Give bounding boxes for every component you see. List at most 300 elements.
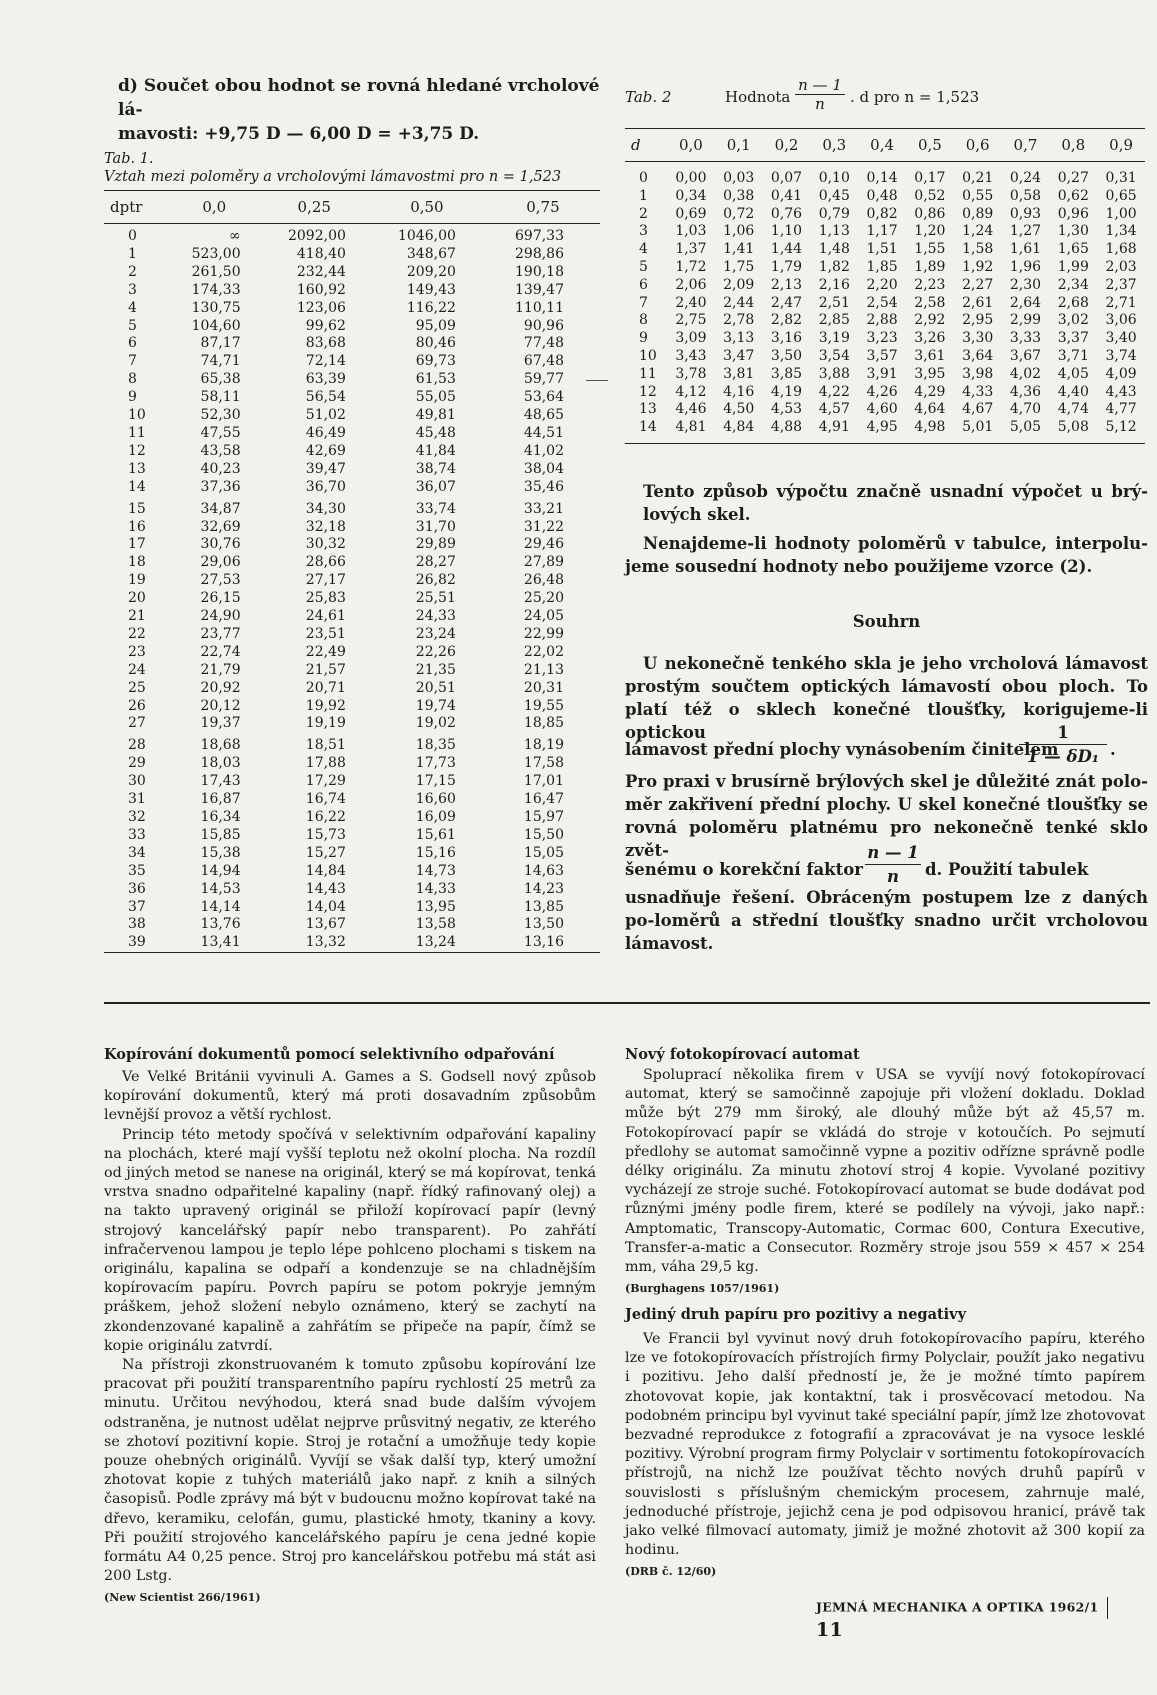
table1-row (104, 791, 600, 809)
table1-row (104, 863, 600, 881)
table1-cell: 34,87 (200, 500, 241, 517)
table2-cell: 2,95 (962, 312, 994, 329)
table1-cell: 27,53 (200, 572, 241, 589)
table2-cell: 0,58 (1009, 187, 1042, 204)
table2-caption (625, 76, 1145, 124)
table2-cell: 1,68 (1105, 241, 1137, 258)
table1-cell: 0 (128, 228, 137, 244)
souhrn-text-1: U nekonečně tenkého skla je jeho vrcholová lámavost prostým součtem optických lámavostí obou ploch. To platí též o sklech konečné tloušťky, korigujeme-li optickou (625, 654, 1148, 742)
table2-header-6: 0,5 (906, 129, 954, 162)
table2-header-4: 0,3 (810, 129, 858, 162)
page-footer (816, 1597, 1116, 1641)
table2-cell: 1,51 (866, 241, 898, 258)
table1-cell: 697,33 (515, 228, 564, 244)
table2-cell: 1,61 (1009, 241, 1042, 258)
table2-cell: 0,96 (1057, 205, 1089, 222)
table1-cell: 14,73 (415, 862, 456, 879)
table1-row (104, 899, 600, 917)
table2-cell: 1,65 (1057, 241, 1089, 258)
table2-cell: 2,27 (962, 276, 994, 293)
table1-row (104, 934, 600, 952)
table1-cell: 25,20 (523, 590, 564, 607)
table1-cell: 59,77 (523, 371, 564, 388)
table2-cell: 3,02 (1057, 312, 1089, 329)
table2-cell: 0,45 (818, 187, 850, 204)
table1-cell: 29,46 (523, 536, 564, 553)
table1-cell: 56,54 (305, 389, 346, 406)
table1-cell: 33,21 (523, 500, 564, 517)
table1-cell: 13,16 (486, 934, 600, 952)
table2-cell: 5,05 (1002, 419, 1050, 443)
table2-cell: 2,34 (1057, 276, 1089, 293)
table1-header-2: 0,25 (261, 191, 368, 224)
table2-cell: 3,23 (866, 330, 898, 347)
section-divider (104, 1002, 1150, 1004)
table1-cell: 20,92 (200, 679, 241, 696)
table1-cell: 29,06 (200, 554, 241, 571)
table2-cell: 3,88 (818, 365, 850, 382)
table2-row (625, 188, 1145, 206)
table2-cell: 3,13 (723, 330, 755, 347)
table1-cell: 61,53 (415, 371, 456, 388)
table2-cell: 1,27 (1009, 223, 1042, 240)
table1-header-4: 0,75 (486, 191, 600, 224)
table1-row (104, 715, 600, 733)
table2-cell: 0,24 (1009, 170, 1042, 186)
table2-cell: 2,58 (914, 294, 946, 311)
table2-row (625, 366, 1145, 384)
table1-cell: 16,87 (200, 791, 241, 808)
table2-cell: 2,99 (1009, 312, 1042, 329)
table2-cell: 2,75 (675, 312, 707, 329)
table1-cell: 36 (128, 880, 146, 897)
table2-cell: 6 (639, 276, 648, 293)
article-automat-title: Nový fotokopírovací automat (625, 1046, 860, 1063)
table1-cell: 17,01 (523, 773, 564, 790)
table2-header-5: 0,4 (858, 129, 906, 162)
table1-row (104, 809, 600, 827)
table2-cell: 0,48 (866, 187, 898, 204)
table2-cell: 1,30 (1057, 223, 1089, 240)
table2-cell: 4,64 (914, 401, 946, 418)
table1-cell: 15,38 (200, 844, 241, 861)
table2-header-10: 0,9 (1097, 129, 1145, 162)
table2-cell: 13 (639, 401, 657, 418)
table1-row (104, 755, 600, 773)
table1-cell: 6 (128, 335, 137, 352)
table1-cell: 17 (128, 536, 146, 553)
table1-cell: 45,48 (415, 424, 456, 441)
table1-title: Vztah mezi poloměry a vrcholovými lámavostmi pro n = 1,523 (104, 169, 562, 185)
table1-cell: 298,86 (515, 245, 564, 262)
souhrn-formula-line (625, 722, 1148, 770)
table2-cell: 1,99 (1057, 258, 1089, 275)
table1-cell: 34 (128, 844, 146, 861)
table1-cell: 130,75 (191, 299, 241, 316)
table2-cell: 1,85 (866, 258, 898, 275)
table1-cell: 18,35 (415, 737, 456, 754)
table2-cell: 7 (639, 294, 648, 311)
table2-cell: 0,41 (770, 187, 803, 204)
table2-cell: 2,85 (818, 312, 850, 329)
table2-cell: 4,95 (858, 419, 906, 443)
table1-cell: 31,70 (415, 518, 456, 535)
table2-cell: 4,46 (675, 401, 707, 418)
table2-cell: 2,16 (818, 276, 850, 293)
table1-cell: 2092,00 (287, 228, 346, 244)
table1-cell: 16,22 (305, 809, 346, 825)
table1-cell: 35 (128, 862, 146, 879)
table2-cell: 5,01 (954, 419, 1002, 443)
table1-cell: 160,92 (296, 281, 346, 298)
table2-cell: 8 (639, 312, 648, 329)
table1-cell: 14,04 (305, 898, 346, 915)
table1-cell: 19,37 (200, 715, 241, 732)
table1-cell: 232,44 (296, 263, 346, 280)
souhrn-heading: Souhrn (852, 612, 921, 631)
paragraph-nenajdeme: Nenajdeme-li hodnoty poloměrů v tabulce, interpolu-jeme sousední hodnoty nebo použijeme vzorce (2). (625, 534, 1148, 576)
table1-cell: 99,62 (305, 317, 346, 334)
table2-cell: 3,06 (1105, 312, 1137, 329)
table1-cell: 13,24 (368, 934, 486, 952)
table2-cell: 11 (639, 365, 657, 382)
table2-cell: 1,03 (675, 223, 707, 240)
table2-cell: 4,84 (715, 419, 763, 443)
table1-cell: 41,02 (523, 442, 564, 459)
table2-cell: 0,52 (914, 187, 946, 204)
table2-cell: 3,30 (962, 330, 994, 347)
table2-cell: 0,76 (770, 205, 803, 222)
table1-cell: 13,50 (523, 916, 564, 933)
table1-cell: 418,40 (296, 245, 346, 262)
table2-fraction (795, 76, 845, 113)
table2-header-9: 0,8 (1049, 129, 1097, 162)
table1-cell: 80,46 (415, 335, 456, 352)
table1-cell: 20,51 (415, 679, 456, 696)
table2-cell: 14 (625, 419, 667, 443)
table1-cell: 15,85 (200, 826, 241, 843)
table2-header-row (625, 129, 1145, 162)
table1-cell: 30 (128, 773, 146, 790)
table2-cell: 2,20 (866, 276, 898, 293)
table1-cell: 22,02 (523, 643, 564, 660)
intro-line-1: d) Součet obou hodnot se rovná hledané vrcholové lá- (118, 76, 600, 120)
table1-row (104, 881, 600, 899)
table2-cell: 2,82 (770, 312, 803, 329)
table1-cell: 18 (128, 554, 146, 571)
table1-row (104, 389, 600, 407)
table1-cell: 44,51 (523, 424, 564, 441)
table1-cell: 9 (128, 389, 137, 406)
footer-separator (1107, 1597, 1109, 1619)
table1-row (104, 644, 600, 662)
table2-cell: 5,12 (1097, 419, 1145, 443)
article-papir-source: (DRB č. 12/60) (625, 1565, 717, 1579)
table1-cell: 25,51 (415, 590, 456, 607)
table1-cell: 20,31 (523, 679, 564, 696)
table2-cell: 3,40 (1105, 330, 1137, 347)
table2-cell: 4,43 (1105, 383, 1137, 400)
margin-mark (586, 380, 608, 381)
table1-cell: ∞ (228, 228, 241, 244)
table1-cell: 22,99 (523, 625, 564, 642)
article-kopirovani-source: (New Scientist 266/1961) (104, 1591, 261, 1605)
table2-cell: 10 (639, 347, 657, 364)
table1-cell: 65,38 (200, 371, 241, 388)
table1-cell: 24,61 (305, 608, 346, 625)
table2-cell: 1,34 (1105, 223, 1137, 240)
table1-row (104, 479, 600, 497)
table1-cell: 22,49 (305, 643, 346, 660)
table1-cell: 15,27 (305, 844, 346, 861)
table2-cell: 3,16 (770, 330, 803, 347)
table2-row (625, 259, 1145, 277)
table2-cell: 4,70 (1009, 401, 1042, 418)
table1-cell: 27,89 (523, 554, 564, 571)
souhrn-fraction-2 (865, 842, 921, 889)
table1-row (104, 916, 600, 934)
souhrn-fraction-1 (1019, 722, 1107, 769)
table2-cell: 1,17 (866, 223, 898, 240)
table1-cell: 15,73 (305, 826, 346, 843)
table2-cell: 3,78 (675, 365, 707, 382)
table1-cell: 21,57 (305, 661, 346, 678)
table1-cell: 24,33 (415, 608, 456, 625)
table2-cell: 4,05 (1057, 365, 1089, 382)
intro-paragraph (118, 74, 608, 146)
table2-cell: 3,26 (914, 330, 946, 347)
table1-cell: 90,96 (523, 317, 564, 334)
table1-cell: 19,19 (305, 715, 346, 732)
table2-cell: 4,16 (723, 383, 755, 400)
table1-row (104, 282, 600, 300)
table2-cell: 1,13 (818, 223, 850, 240)
table1-cell: 49,81 (415, 407, 456, 424)
table2-cell: 0 (639, 170, 648, 186)
table1-cell: 14,23 (523, 880, 564, 897)
table1-caption (104, 150, 604, 186)
souhrn-text-4a: šenému o korekční faktor (625, 860, 863, 879)
table2-cell: 4,12 (675, 383, 707, 400)
table2-cell: 5 (639, 258, 648, 275)
table1-cell: 12 (128, 442, 146, 459)
table1-cell: 123,06 (296, 299, 346, 316)
table1-cell: 17,88 (305, 755, 346, 772)
table1-cell: 14,53 (200, 880, 241, 897)
table2-cell: 4,19 (770, 383, 803, 400)
article-papir-body (625, 1330, 1145, 1582)
table2-cell: 0,27 (1057, 170, 1089, 186)
souhrn-text-4b: d. Použití tabulek (925, 860, 1089, 879)
table1-cell: 29,89 (415, 536, 456, 553)
table1-row (104, 425, 600, 443)
table1-cell: 19,55 (523, 697, 564, 714)
table1-cell: 19 (128, 572, 146, 589)
table2-cell: 1,00 (1105, 205, 1137, 222)
table2-cell: 1 (639, 187, 648, 204)
table1-cell: 13,85 (523, 898, 564, 915)
table1-cell: 16 (128, 518, 146, 535)
table2-cell: 1,10 (770, 223, 803, 240)
table2-cell: 1,37 (675, 241, 707, 258)
table1-cell: 26 (128, 697, 146, 714)
table1-cell: 110,11 (515, 299, 564, 316)
table1-cell: 43,58 (200, 442, 241, 459)
table1-cell: 2 (128, 263, 137, 280)
table1-cell: 21,79 (200, 661, 241, 678)
table1-header-3: 0,50 (368, 191, 486, 224)
table1-cell: 33 (128, 826, 146, 843)
table2-cell: 0,86 (914, 205, 946, 222)
table1-cell: 15,61 (415, 826, 456, 843)
table1-cell: 28,27 (415, 554, 456, 571)
table2-cell: 2,78 (723, 312, 755, 329)
table2-cell: 3,74 (1105, 347, 1137, 364)
table2-cell: 4,33 (962, 383, 994, 400)
table1-cell: 20,12 (200, 697, 241, 714)
table1-cell: 24,05 (523, 608, 564, 625)
table1-cell: 19,92 (305, 697, 346, 714)
table2-cell: 2,37 (1105, 276, 1137, 293)
souhrn-fraction-1-den: 1 — δD₁ (1026, 747, 1099, 766)
table2-header-3: 0,2 (763, 129, 811, 162)
table2-cell: 4,91 (810, 419, 858, 443)
article-automat-source: (Burghagens 1057/1961) (625, 1282, 780, 1296)
article-kopirovani-body (104, 1068, 596, 1608)
table1-row (104, 698, 600, 716)
table2-cell: 4,29 (914, 383, 946, 400)
table2-row (625, 206, 1145, 224)
table1-cell: 18,85 (523, 715, 564, 732)
table1-row (104, 318, 600, 336)
table1-cell: 24,90 (200, 608, 241, 625)
table2-row (625, 348, 1145, 366)
table2-cell: 4,88 (763, 419, 811, 443)
article-kopirovani-title: Kopírování dokumentů pomocí selektivního odpařování (104, 1046, 555, 1063)
table2-cell: 2,71 (1105, 294, 1137, 311)
table2-cell: 3 (639, 223, 648, 240)
table1-cell: 523,00 (191, 245, 241, 262)
table1-cell: 23 (128, 643, 146, 660)
table2-row (625, 312, 1145, 330)
table1-cell: 20 (128, 590, 146, 607)
table2-cell: 2,40 (675, 294, 707, 311)
table2-cell: 4,36 (1009, 383, 1042, 400)
table1-cell: 15,05 (523, 844, 564, 861)
table1-row (104, 536, 600, 554)
souhrn-text-3: Pro praxi v brusírně brýlových skel je důležité znát polo-měr zakřivení přední plochy. U skel konečné tloušťky se rovná poloměru platnému pro nekonečně tenké sklo zvět- (625, 772, 1148, 860)
article-kopirovani-p2: Princip této metody spočívá v selektivním odpařování kapaliny na plochách, které mají vyšší teplotu než okolní plocha. Na rozdíl od jiných metod se nanese na originál, který se má kopírovat, tenká vrstva snadno odpařitelné kapaliny (např. řídký rafinovaný olej) a na takto upravený originál se přiloží kopírovací papír (levný strojový kancelářský papír nebo transparent). Po zahřátí infračervenou lampou je teplo lépe pohlceno plochami s tiskem na originálu, kapalina se odpaří a kondenzuje se na chladnějším kopírovacím papíru. Povrch papíru se potom pokryje jemným práškem, jehož složení nebylo oznámeno, který se zachytí na zkondenzované kapalině a zahřátím se připeče na papír, čímž se kopie originálu zatvrdí. (104, 1126, 596, 1354)
paragraph-tento: Tento způsob výpočtu značně usnadní výpočet u brý-lových skel. (643, 482, 1148, 524)
table1 (104, 190, 600, 953)
table2-cell: 0,34 (675, 187, 707, 204)
table1-cell: 39 (104, 934, 168, 952)
table1-row (104, 497, 600, 519)
table1-cell: 149,43 (406, 281, 456, 298)
table2-cell: 4,60 (866, 401, 898, 418)
table2-cell: 2,54 (866, 294, 898, 311)
table1-row (104, 773, 600, 791)
table2-cell: 2,09 (723, 276, 755, 293)
table1-cell: 69,73 (415, 353, 456, 370)
table2 (625, 128, 1145, 444)
article-kopirovani-p1: Ve Velké Británii vyvinuli A. Games a S. Godsell nový způsob kopírování dokumentů, který má proti dosavadním způsobům levnější provoz a větší rychlost. (104, 1069, 596, 1124)
table1-cell: 209,20 (406, 263, 456, 280)
table1-cell: 24 (128, 661, 146, 678)
table1-header-row (104, 191, 600, 224)
table1-cell: 13,58 (415, 916, 456, 933)
table2-cell: 12 (639, 383, 657, 400)
table2-header-0: d (625, 129, 667, 162)
table2-cell: 4,57 (818, 401, 850, 418)
table2-cell: 2,92 (914, 312, 946, 329)
table1-cell: 72,14 (305, 353, 346, 370)
table1-cell: 23,51 (305, 625, 346, 642)
table2-cell: 1,75 (723, 258, 755, 275)
table1-cell: 11 (128, 424, 146, 441)
table1-row (104, 335, 600, 353)
table1-cell: 42,69 (305, 442, 346, 459)
table2-cell: 3,54 (818, 347, 850, 364)
table1-cell: 174,33 (191, 281, 241, 298)
table1-cell: 14,63 (523, 862, 564, 879)
table2-cell: 0,72 (723, 205, 755, 222)
table1-cell: 18,51 (305, 737, 346, 754)
table1-cell: 27,17 (305, 572, 346, 589)
table2-cell: 3,67 (1009, 347, 1042, 364)
table1-cell: 10 (128, 407, 146, 424)
table2-cell: 0,79 (818, 205, 850, 222)
table1-row (104, 443, 600, 461)
table2-cell: 3,50 (770, 347, 803, 364)
table2-cell: 2,47 (770, 294, 803, 311)
table2-cell: 4,50 (723, 401, 755, 418)
table1-cell: 28,66 (305, 554, 346, 571)
table2-cell: 1,20 (914, 223, 946, 240)
table1-row (104, 407, 600, 425)
table1-cell: 39,47 (305, 460, 346, 477)
table1-cell: 16,74 (305, 791, 346, 808)
table2-cell: 4,22 (818, 383, 850, 400)
table2-header-1: 0,0 (667, 129, 715, 162)
table2-header-8: 0,7 (1002, 129, 1050, 162)
table1-cell: 52,30 (200, 407, 241, 424)
table2-cell: 3,91 (866, 365, 898, 382)
table1-row (104, 827, 600, 845)
article-papir-p1: Ve Francii byl vyvinut nový druh fotokopírovacího papíru, kterého lze ve fotokopírovacích přístrojích firmy Polyclair, použít jako negativu i pozitivu. Jeho další předností je, že je možné tímto papírem zhotovovat kopie, jak kontaktní, tak i prosvěcovací metodou. Na podobném principu byl vyvinut také speciální papír, jímž lze zhotovovat bezvadné reprodukce z fotografií a zpracovávat je na vysoce lesklé pozitivy. Výrobní program firmy Polyclair v sortimentu fotokopírovacích přístrojů, na nichž lze používat těchto nových druhů papírů v souvislosti s příslušným chemickým procesem, zahrnuje malé, jednoduché přístroje, jejichž cena je pod odpisovou hranicí, právě tak jako velké filmovací automaty, jimiž je možné zhotovit až 300 kopií za hodinu. (625, 1331, 1145, 1559)
souhrn-text-2-end: . (1110, 740, 1116, 759)
table1-cell: 22,74 (200, 643, 241, 660)
table1-row (104, 371, 600, 389)
table2-cell: 3,81 (723, 365, 755, 382)
table1-cell: 1046,00 (397, 228, 456, 244)
table2-caption-rest: . d pro n = 1,523 (850, 88, 980, 106)
table2-header-7: 0,6 (954, 129, 1002, 162)
table2-row (625, 401, 1145, 419)
table1-row (104, 680, 600, 698)
table1-cell: 139,47 (515, 281, 564, 298)
table2-cell: 3,43 (675, 347, 707, 364)
table1-cell: 13,67 (305, 916, 346, 933)
table1-cell: 104,60 (191, 317, 241, 334)
table2-cell: 1,92 (962, 258, 994, 275)
table1-cell: 18,19 (523, 737, 564, 754)
article-papir-title: Jediný druh papíru pro pozitivy a negativy (625, 1306, 967, 1323)
table1-cell: 21,13 (523, 661, 564, 678)
table1-cell: 17,43 (200, 773, 241, 790)
table1-cell: 1 (128, 245, 137, 262)
table2-cell: 3,98 (962, 365, 994, 382)
